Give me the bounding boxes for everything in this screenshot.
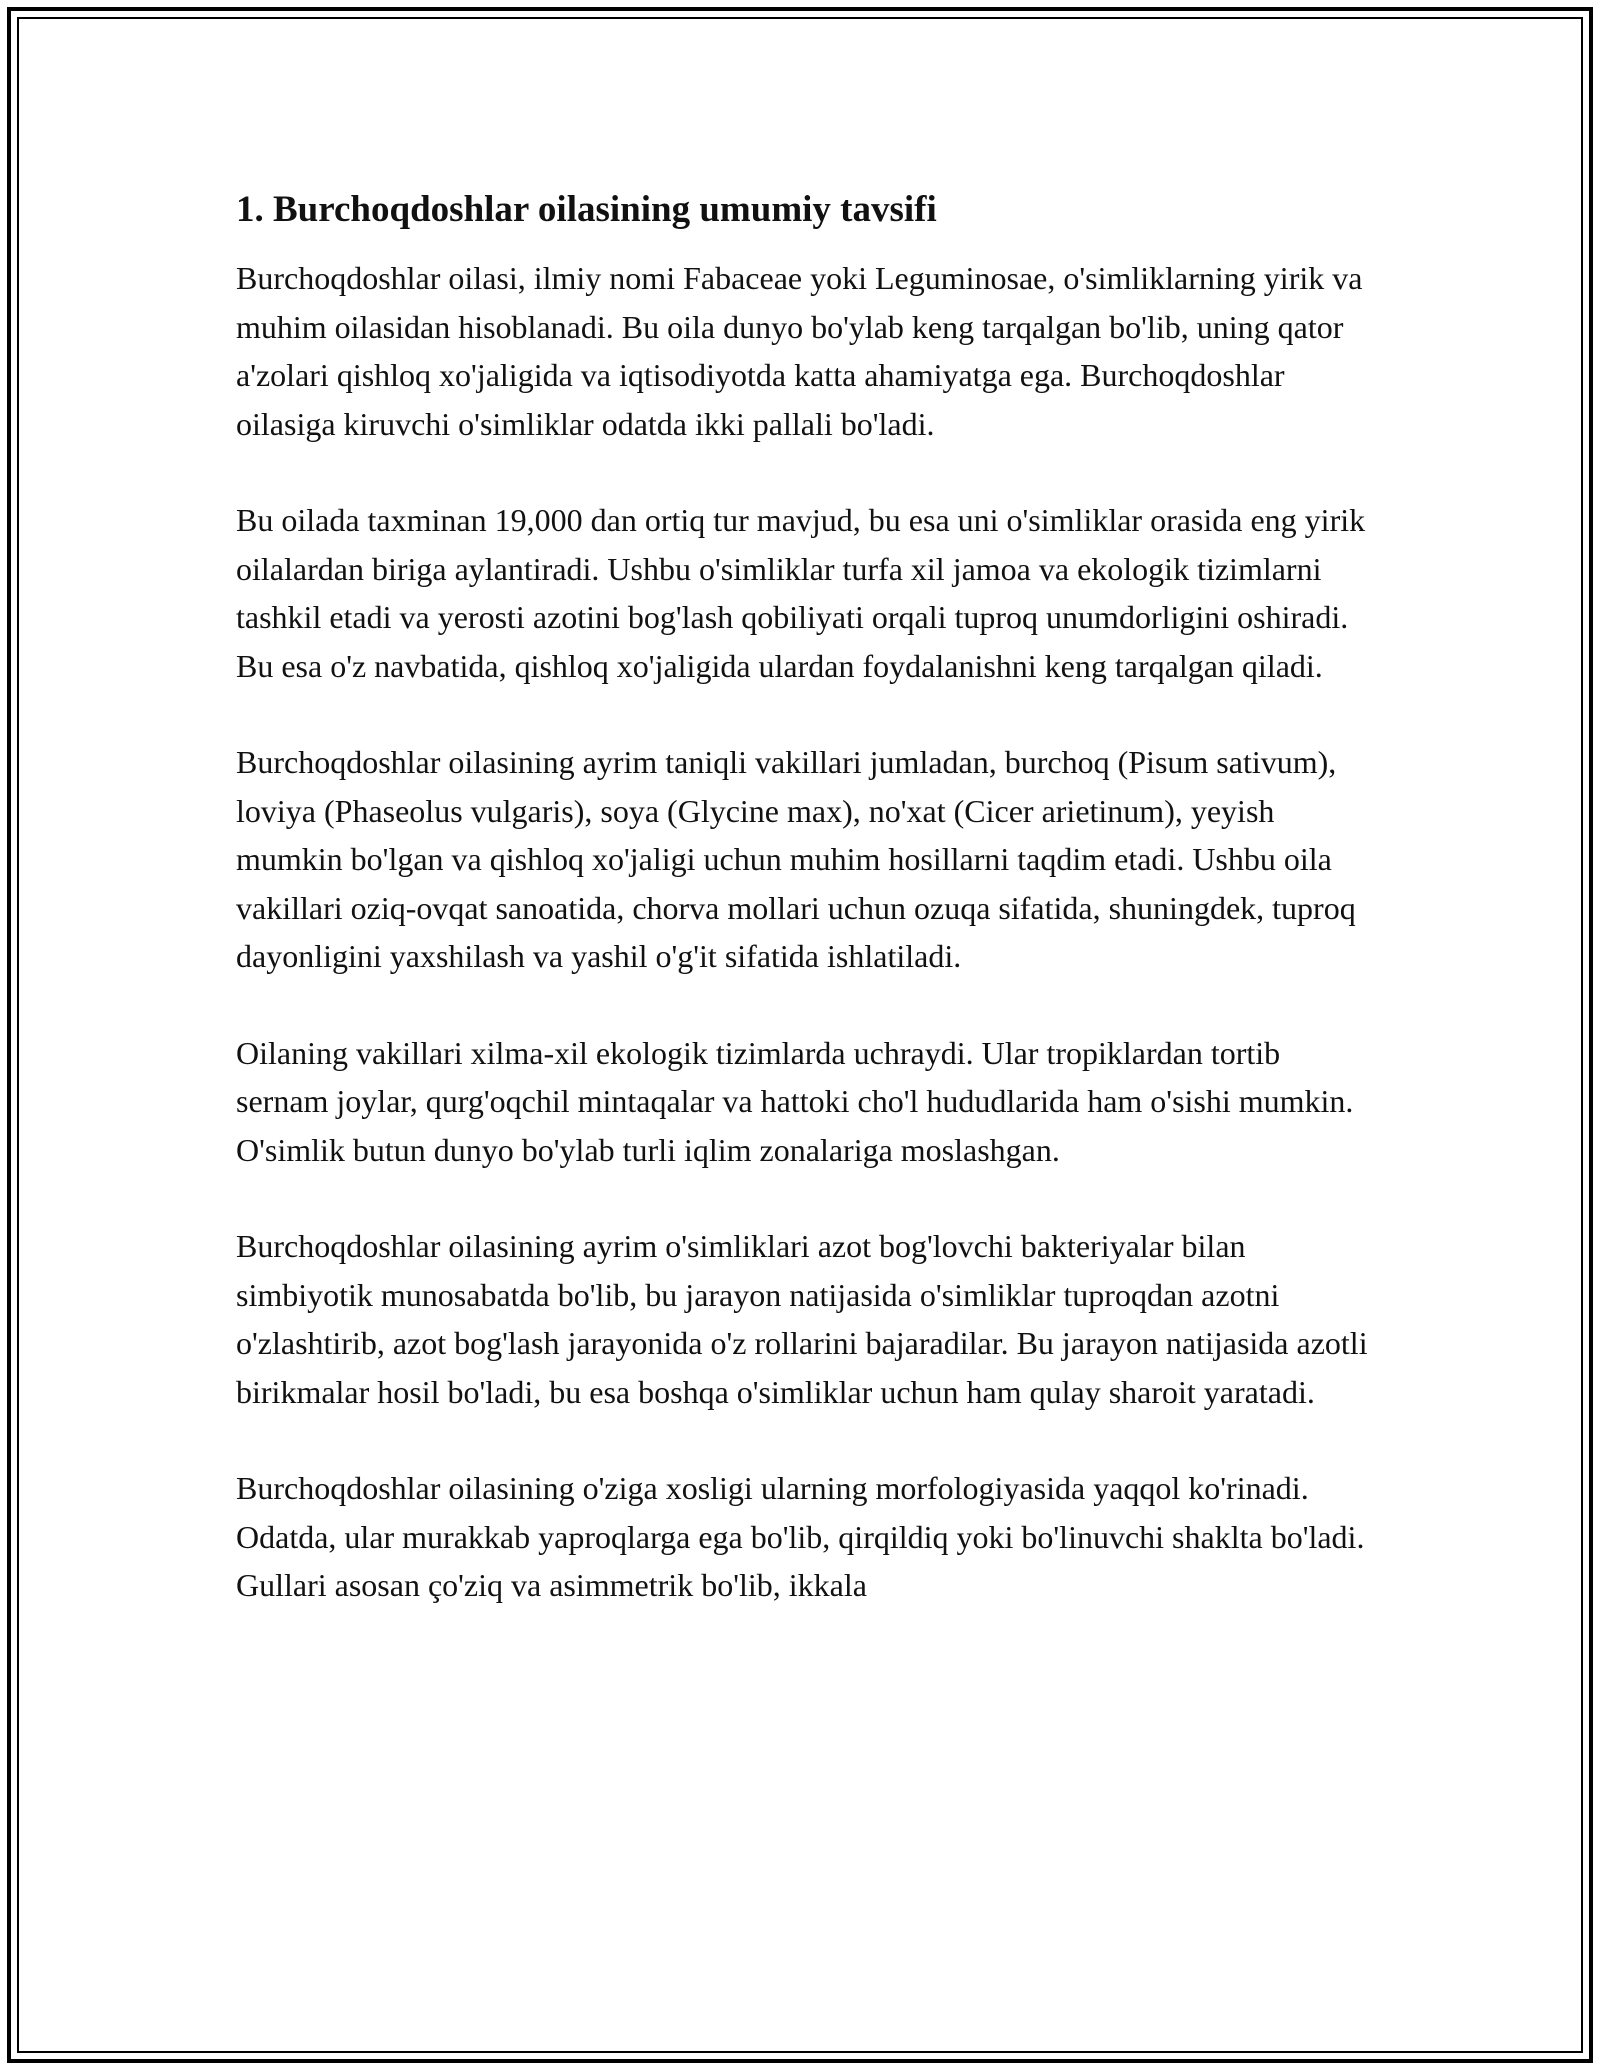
paragraph-3: Burchoqdoshlar oilasining ayrim taniqli vakillari jumladan, burchoq (Pisum sativum), loviya (Phaseolus vulgaris), soya (Glycine max), no'xat (Cicer arietinum), yeyish mumkin bo'lgan va qishloq xo'jaligi uchun muhim hosillarni taqdim etadi. Ushbu oila vakillari oziq-ovqat sanoatida, chorva mollari uchun ozuqa sifatida, shuningdek, tuproq dayonligini yaxshilash va yashil o'g'it sifatida ishlatiladi. bbox=[236, 744, 1356, 974]
paragraph-4: Oilaning vakillari xilma-xil ekologik tizimlarda uchraydi. Ular tropiklardan tortib sernam joylar, qurg'oqchil mintaqalar va hattoki cho'l hududlarida ham o'sishi mumkin. O'simlik butun dunyo bo'ylab turli iqlim zonalariga moslashgan. bbox=[236, 1034, 1354, 1168]
paragraph-1: Burchoqdoshlar oilasi, ilmiy nomi Fabaceae yoki Leguminosae, o'simliklarning yirik va muhim oilasidan hisoblanadi. Bu oila dunyo bo'ylab keng tarqalgan bo'lib, uning qator a'zolari qishloq xo'jaligida va iqtisodiyotda katta ahamiyatga ega. Burchoqdoshlar oilasiga kiruvchi o'simliklar odatda ikki pallali bo'ladi. bbox=[236, 260, 1363, 442]
paragraph-5: Burchoqdoshlar oilasining ayrim o'simliklari azot bog'lovchi bakteriyalar bilan simbiyotik munosabatda bo'lib, bu jarayon natijasida o'simliklar tuproqdan azotni o'zlashtirib, azot bog'lash jarayonida o'z rollarini bajaradilar. Bu jarayon natijasida azotli birikmalar hosil bo'ladi, bu esa boshqa o'simliklar uchun ham qulay sharoit yaratadi. bbox=[236, 1228, 1368, 1410]
paragraph-2: Bu oilada taxminan 19,000 dan ortiq tur mavjud, bu esa uni o'simliklar orasida eng yirik oilalardan biriga aylantiradi. Ushbu o'simliklar turfa xil jamoa va ekologik tizimlarni tashkil etadi va yerosti azotini bog'lash qobiliyati orqali tuproq unumdorligini oshiradi. Bu esa o'z navbatida, qishloq xo'jaligida ulardan foydalanishni keng tarqalgan qiladi. bbox=[236, 502, 1366, 684]
paragraph-6: Burchoqdoshlar oilasining o'ziga xosligi ularning morfologiyasida yaqqol ko'rinadi. Odatda, ular murakkab yaproqlarga ega bo'lib, qirqildiq yoki bo'linuvchi shaklta bo'ladi. Gullari asosan ço'ziq va asimmetrik bo'lib, ikkala bbox=[236, 1470, 1365, 1603]
section-heading: 1. Burchoqdoshlar oilasining umumiy tavsifi bbox=[236, 189, 937, 230]
document-body bbox=[236, 186, 1372, 1658]
